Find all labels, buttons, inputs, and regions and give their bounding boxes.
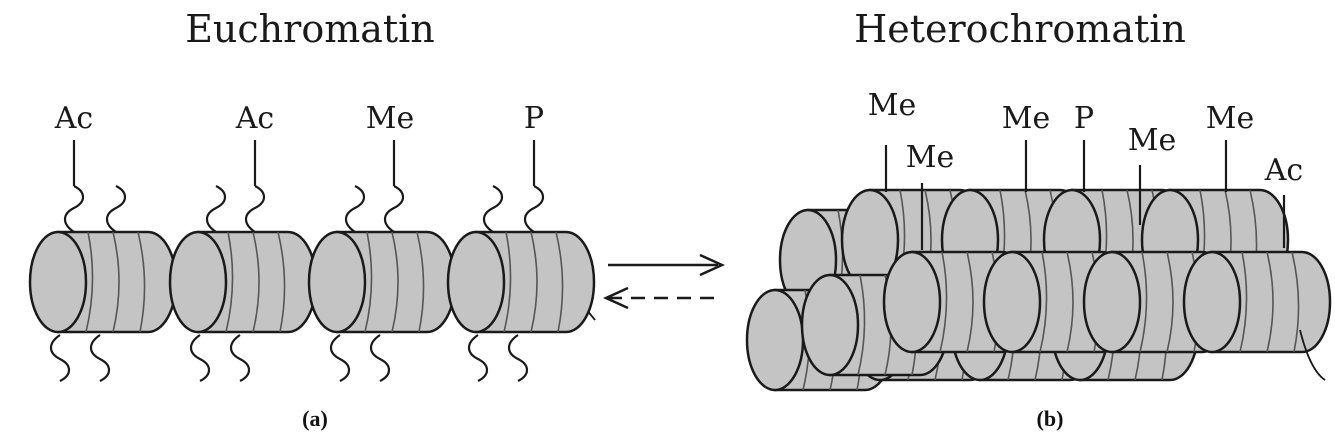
het-mod-label: Me xyxy=(1205,101,1255,136)
nucleosome xyxy=(30,232,176,332)
het-mod-label: P xyxy=(1073,101,1095,136)
eu-mod-label: P xyxy=(523,101,545,136)
panel-label-a: (a) xyxy=(302,406,328,431)
dashed-left-arrow xyxy=(606,288,722,308)
euchromatin-title: Euchromatin xyxy=(185,7,435,51)
eu-mod-label: Ac xyxy=(235,101,275,136)
het-mod-label: Me xyxy=(1001,101,1051,136)
panel-label-b: (b) xyxy=(1036,406,1064,431)
nucleosome xyxy=(448,232,594,332)
eu-mod-label: Ac xyxy=(54,101,94,136)
nucleosome xyxy=(309,232,455,332)
het-mod-label: Me xyxy=(905,140,955,175)
heterochromatin-title: Heterochromatin xyxy=(854,7,1186,51)
solid-right-arrow xyxy=(608,255,722,275)
het-mod-label: Me xyxy=(1127,123,1177,158)
nucleosome xyxy=(170,232,316,332)
euchromatin-fiber xyxy=(30,101,595,381)
heterochromatin-fiber xyxy=(747,88,1330,390)
het-mod-label: Me xyxy=(867,88,917,123)
eu-mod-label: Me xyxy=(365,101,415,136)
het-mod-label: Ac xyxy=(1264,153,1304,188)
